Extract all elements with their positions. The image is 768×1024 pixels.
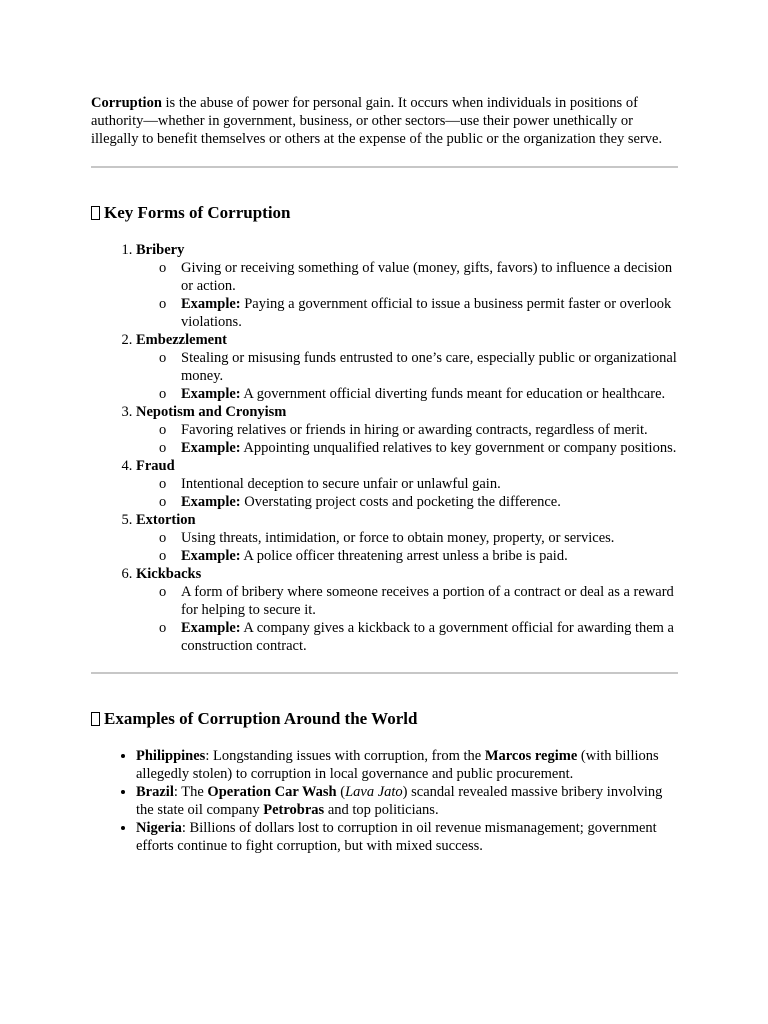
form-example xyxy=(181,619,678,655)
form-title: Nepotism and Cronyism xyxy=(136,404,287,420)
form-description: o A form of bribery where someone receives a portion of a contract or deal as a reward for helping to secure it. xyxy=(181,583,678,619)
example-label: Example: xyxy=(181,548,241,564)
missing-glyph-icon xyxy=(91,712,100,726)
form-example xyxy=(181,493,678,511)
example-label: Example: xyxy=(181,494,241,510)
list-item xyxy=(136,457,678,511)
forms-heading-text: Key Forms of Corruption xyxy=(104,203,291,222)
list-item-philippines xyxy=(136,747,678,783)
text: : Longstanding issues with corruption, from the xyxy=(205,748,485,764)
country-name: Philippines xyxy=(136,748,206,764)
form-title: Fraud xyxy=(136,458,175,474)
text: : The xyxy=(173,784,208,800)
form-title: Bribery xyxy=(136,242,185,258)
example-text: A government official diverting funds meant for education or healthcare. xyxy=(240,386,666,402)
sub-list xyxy=(136,529,678,565)
example-text: A company gives a kickback to a government official for awarding them a construction contract. xyxy=(181,620,674,654)
example-label: Example: xyxy=(181,386,241,402)
divider xyxy=(91,166,678,168)
intro-paragraph xyxy=(91,94,678,148)
form-title: Embezzlement xyxy=(136,332,227,348)
example-text: Paying a government official to issue a business permit faster or overlook violations. xyxy=(181,296,672,330)
form-example xyxy=(181,385,678,403)
divider xyxy=(91,672,678,674)
forms-list xyxy=(91,241,678,655)
country-name: Nigeria xyxy=(136,820,182,836)
sub-list xyxy=(136,475,678,511)
list-item xyxy=(136,565,678,655)
form-description: o Favoring relatives or friends in hiring or awarding contracts, regardless of merit. xyxy=(181,421,678,439)
world-list xyxy=(91,747,678,855)
form-description: o Giving or receiving something of value (money, gifts, favors) to influence a decision or action. xyxy=(181,259,678,295)
form-description: o Using threats, intimidation, or force to obtain money, property, or services. xyxy=(181,529,678,547)
intro-text: is the abuse of power for personal gain. It occurs when individuals in positions of authority—whether in government, business, or other sectors—use their power unethically or illegally to benefit themselves or others at the expense of the public or the organization they serve. xyxy=(91,95,663,147)
text: ) scandal revealed massive bribery involving the state oil company xyxy=(136,784,663,818)
text: and top politicians. xyxy=(324,802,439,818)
sub-list xyxy=(136,349,678,403)
example-label: Example: xyxy=(181,440,241,456)
forms-heading xyxy=(91,202,678,224)
form-description: o Stealing or misusing funds entrusted to one’s care, especially public or organizational money. xyxy=(181,349,678,385)
form-example xyxy=(181,439,678,457)
list-item-brazil xyxy=(136,783,678,819)
italic-term: Lava Jato xyxy=(345,784,403,800)
bold-term: Petrobras xyxy=(263,802,325,818)
bold-term: Operation Car Wash xyxy=(207,784,337,800)
list-item-nigeria xyxy=(136,819,678,855)
example-label: Example: xyxy=(181,296,241,312)
example-label: Example: xyxy=(181,620,241,636)
form-title: Kickbacks xyxy=(136,566,202,582)
sub-list xyxy=(136,259,678,331)
text: ( xyxy=(336,784,346,800)
list-item xyxy=(136,331,678,403)
sub-list xyxy=(136,421,678,457)
form-title: Extortion xyxy=(136,512,196,528)
example-text: Overstating project costs and pocketing the difference. xyxy=(240,494,561,510)
form-example xyxy=(181,547,678,565)
sub-list xyxy=(136,583,678,655)
country-name: Brazil xyxy=(136,784,174,800)
missing-glyph-icon xyxy=(91,206,100,220)
world-heading xyxy=(91,708,678,730)
example-text: A police officer threatening arrest unless a bribe is paid. xyxy=(240,548,568,564)
text: : Billions of dollars lost to corruption in oil revenue mismanagement; government efforts continue to fight corruption, but with mixed success. xyxy=(136,820,657,854)
intro-term: Corruption xyxy=(91,95,162,111)
text: (with billions allegedly stolen) to corruption in local governance and public procurement. xyxy=(136,748,659,782)
bold-term: Marcos regime xyxy=(484,748,578,764)
list-item xyxy=(136,403,678,457)
example-text: Appointing unqualified relatives to key government or company positions. xyxy=(240,440,677,456)
list-item xyxy=(136,511,678,565)
form-example xyxy=(181,295,678,331)
list-item xyxy=(136,241,678,331)
form-description: o Intentional deception to secure unfair or unlawful gain. xyxy=(181,475,678,493)
world-heading-text: Examples of Corruption Around the World xyxy=(104,709,418,728)
